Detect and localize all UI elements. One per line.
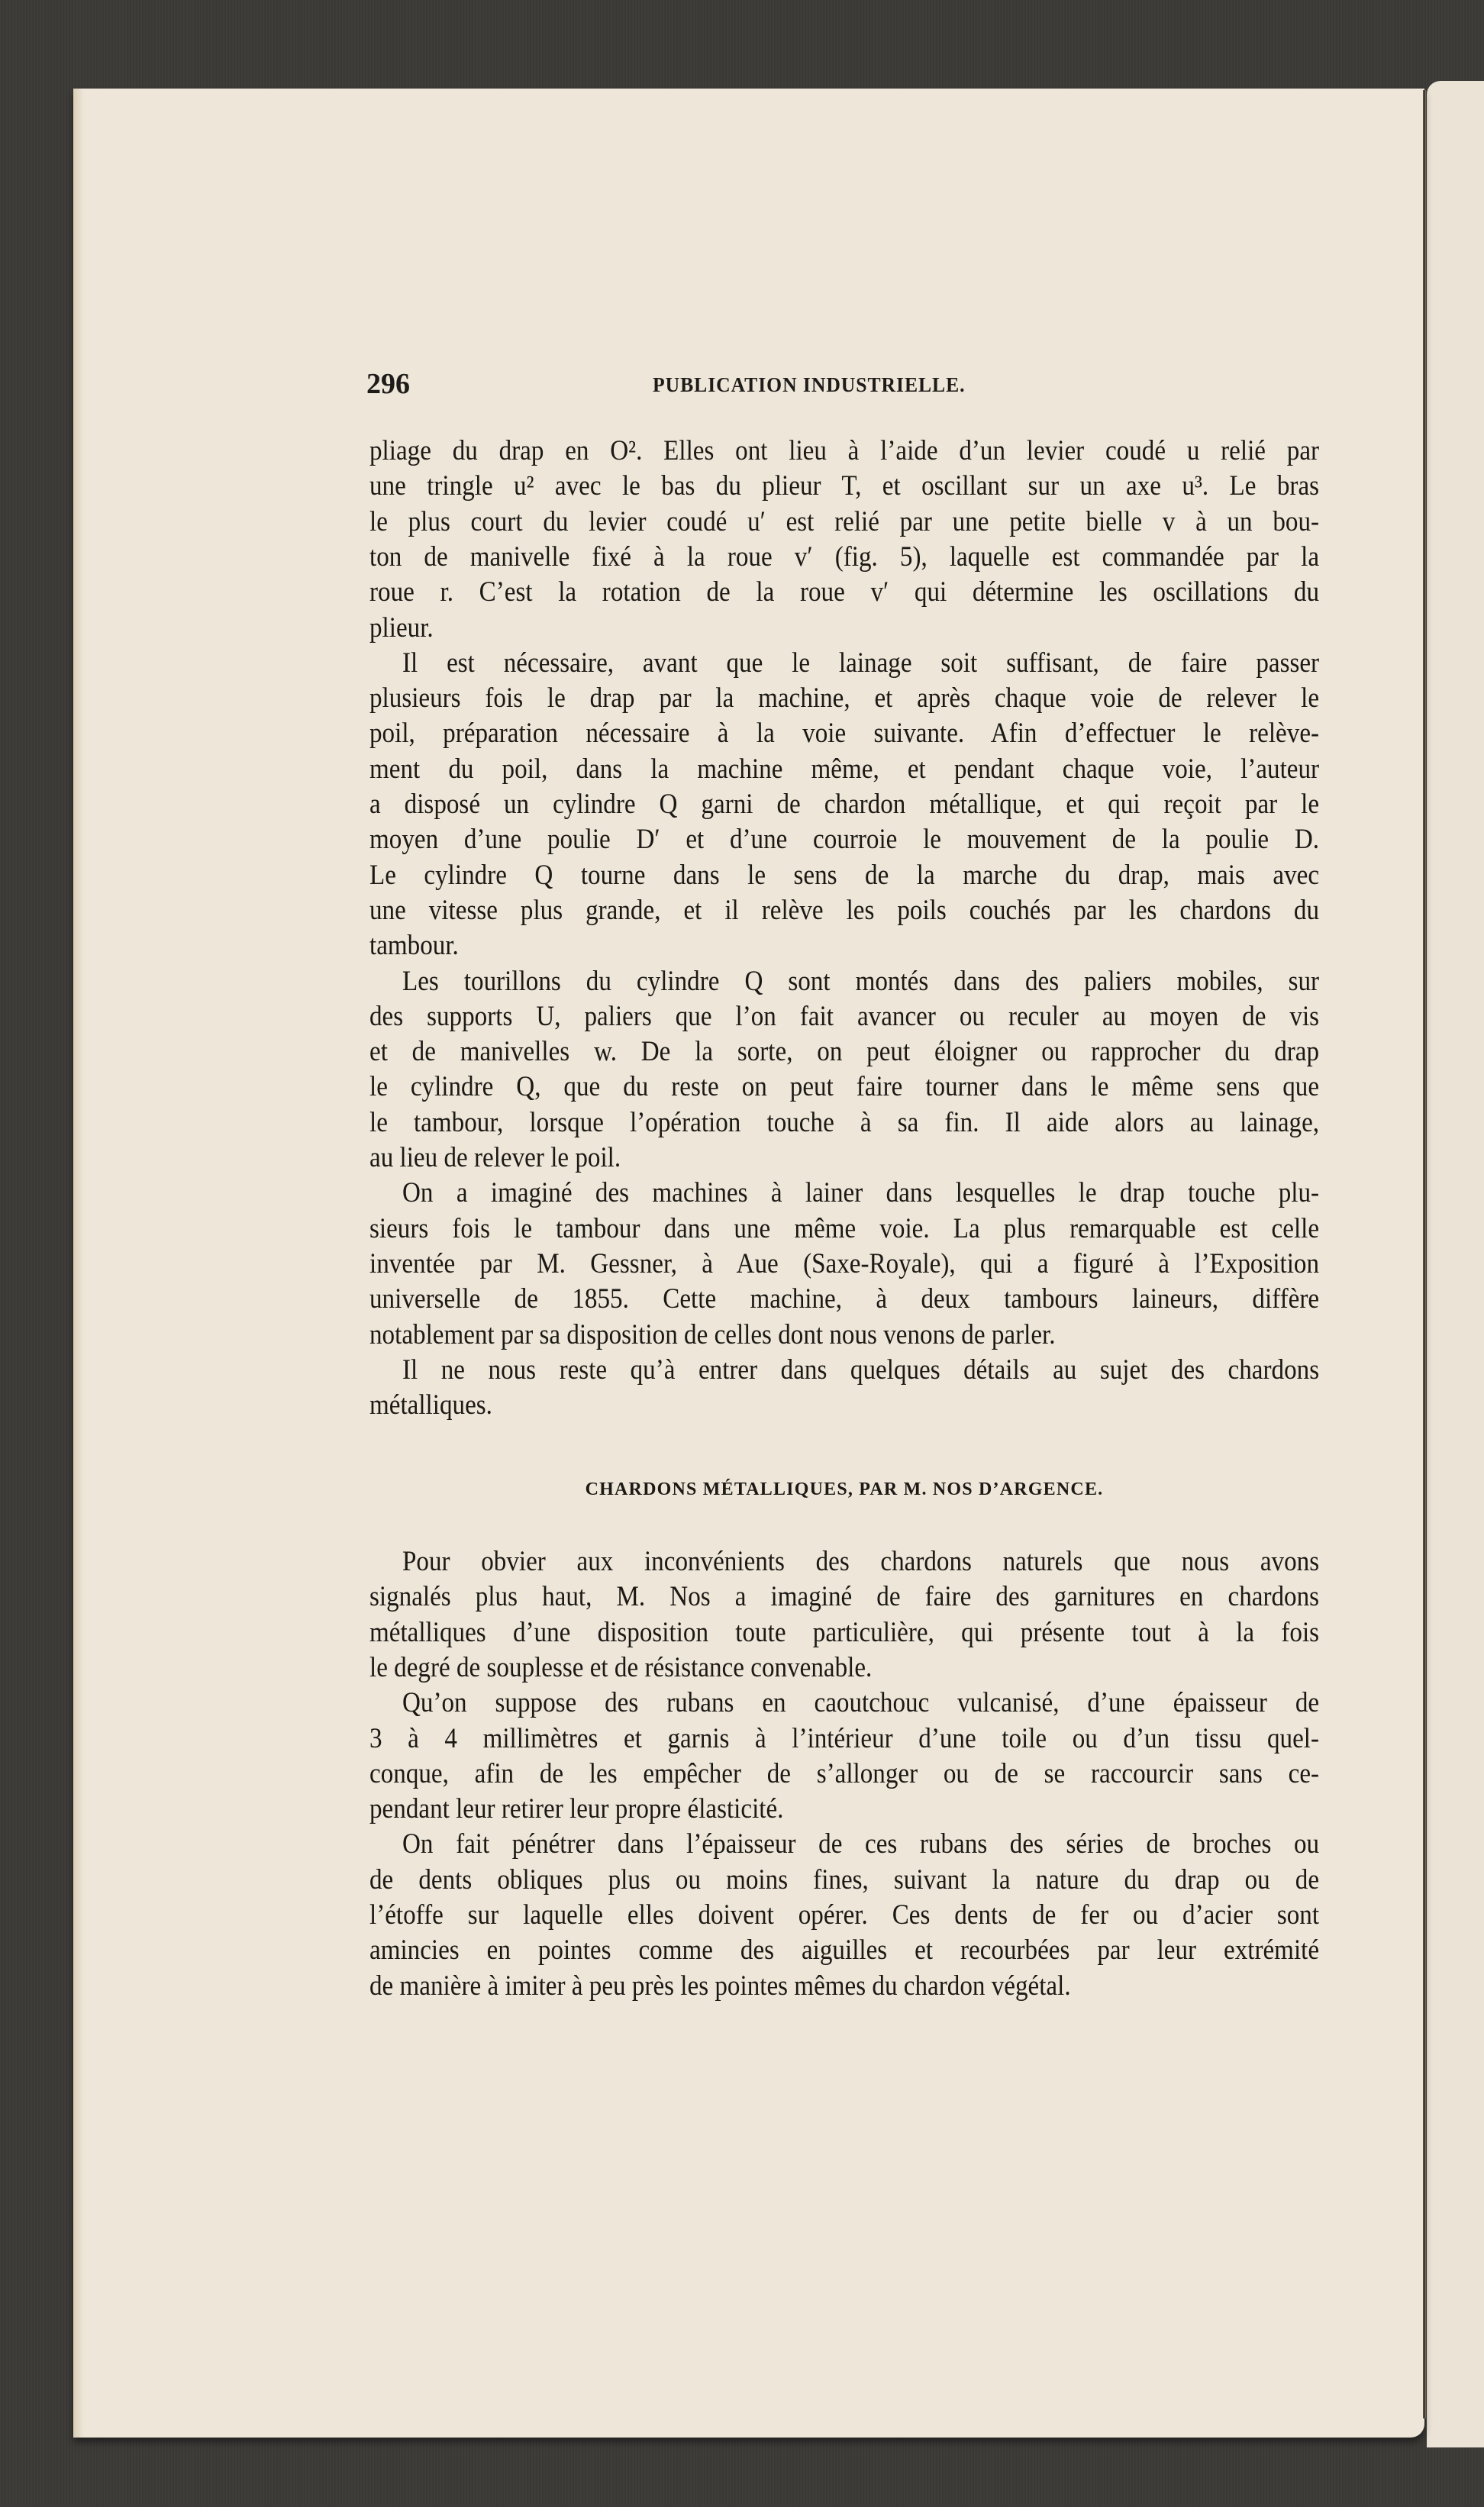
text-line-content: a disposé un cylindre Q garni de chardon métallique, et qui reçoit par le [369,789,1320,820]
text-line [369,1388,1319,1423]
text-line-content: 3 à 4 millimètres et garnis à l’intérieur d’une toile ou d’un tissu quel- [369,1722,1320,1754]
text-line [369,1615,1319,1650]
text-line-content: signalés plus haut, M. Nos a imaginé de faire des garnitures en chardons [369,1581,1320,1613]
text-line-content: moyen d’une poulie D′ et d’une courroie le mouvement de la poulie D. [369,824,1320,856]
text-line [369,1579,1319,1615]
text-line-content: le cylindre Q, que du reste on peut faire tourner dans le même sens que [369,1071,1320,1103]
text-line [369,1721,1319,1757]
text-line-content: des supports U, paliers que l’on fait avancer ou reculer au moyen de vis [369,1000,1320,1032]
text-line [369,1070,1319,1105]
text-line-content: pendant leur retirer leur propre élasticité. [369,1793,784,1825]
text-line [369,999,1319,1034]
text-line [369,1792,1319,1827]
text-line [369,822,1319,857]
text-line [369,1969,1319,2004]
text-line [369,893,1319,928]
text-line [369,1247,1319,1282]
text-line [369,716,1319,751]
facing-page-edge [1427,81,1484,2447]
text-line [402,964,1319,999]
text-line-content: roue r. C’est la rotation de la roue v′ qui détermine les oscillations du [369,576,1320,608]
text-line-content: plusieurs fois le drap par la machine, et après chaque voie de relever le [369,682,1320,715]
text-line-content: ton de manivelle fixé à la roue v′ (fig. 5), laquelle est commandée par la [369,540,1320,573]
text-line [369,1933,1319,1968]
book-gutter [1423,90,1426,2418]
text-line-content: l’étoffe sur laquelle elles doivent opérer. Ces dents de fer ou d’acier sont [369,1899,1320,1931]
text-line-content: notablement par sa disposition de celles dont nous venons de parler. [369,1318,1056,1350]
text-line-content: universelle de 1855. Cette machine, à deux tambours laineurs, diffère [369,1283,1320,1315]
text-line [369,787,1319,822]
text-line-content: plieur. [369,611,434,644]
text-line-content: le degré de souplesse et de résistance convenable. [369,1651,873,1683]
text-line [369,1757,1319,1792]
text-line-content: et de manivelles w. De la sorte, on peut éloigner ou rapprocher du drap [369,1036,1320,1068]
text-line [369,1212,1319,1247]
text-line-content: une tringle u² avec le bas du plieur T, et oscillant sur un axe u³. Le bras [369,470,1320,502]
text-line-content: tambour. [369,930,459,962]
text-line [369,1034,1319,1070]
text-line [369,1282,1319,1317]
text-line-content: Les tourillons du cylindre Q sont montés dans des paliers mobiles, sur [402,965,1320,997]
text-line-content: amincies en pointes comme des aiguilles et recourbées par leur extrémité [369,1934,1320,1967]
text-line [369,469,1319,504]
text-line [369,505,1319,540]
text-line-content: conque, afin de les empêcher de s’allonger ou de se raccourcir sans ce- [369,1757,1320,1789]
text-line-content: au lieu de relever le poil. [369,1142,621,1173]
text-line [369,928,1319,963]
text-line-content: On a imaginé des machines à lainer dans lesquelles le drap touche plu- [402,1177,1320,1209]
text-line-content: ment du poil, dans la machine même, et pendant chaque voie, l’auteur [369,753,1320,785]
text-line [369,1318,1319,1353]
text-line [402,1353,1319,1388]
text-line [402,1544,1319,1579]
text-line-content: une vitesse plus grande, et il relève les poils couchés par les chardons du [369,894,1320,926]
text-line [402,1686,1319,1721]
text-line-content: métalliques. [369,1389,492,1421]
page-stack-edge [73,89,84,2438]
text-line-content: pliage du drap en O². Elles ont lieu à l’aide d’un levier coudé u relié par [369,435,1320,466]
text-line [402,1827,1319,1862]
text-line-content: inventée par M. Gessner, à Aue (Saxe-Royale), qui a figuré à l’Exposition [369,1247,1320,1279]
text-line [369,575,1319,610]
text-line [369,1650,1319,1686]
text-line-content: Il est nécessaire, avant que le lainage soit suffisant, de faire passer [402,647,1320,679]
text-line [369,611,1319,646]
text-line [369,434,1319,469]
text-line [369,681,1319,716]
text-line-content: de manière à imiter à peu près les pointes mêmes du chardon végétal. [369,1970,1071,2002]
text-line-content: métalliques d’une disposition toute particulière, qui présente tout à la fois [369,1616,1320,1648]
text-line [369,752,1319,787]
running-head [359,365,1321,403]
text-line-content: Pour obvier aux inconvénients des chardons naturels que nous avons [402,1546,1320,1577]
text-line [369,540,1319,575]
text-line [369,1898,1319,1933]
text-line-content: le tambour, lorsque l’opération touche à sa fin. Il aide alors au lainage, [369,1106,1320,1138]
text-line [369,1141,1319,1176]
text-line-content: le plus court du levier coudé u′ est relié par une petite bielle v à un bou- [369,505,1320,537]
text-line-content: On fait pénétrer dans l’épaisseur de ces rubans des séries de broches ou [402,1828,1320,1860]
text-line-content: Il ne nous reste qu’à entrer dans quelques détails au sujet des chardons [402,1354,1320,1386]
text-line [369,858,1319,893]
text-line-content: sieurs fois le tambour dans une même voie. La plus remarquable est celle [369,1212,1320,1244]
text-line-content: de dents obliques plus ou moins fines, suivant la nature du drap ou de [369,1863,1320,1896]
text-line [369,1863,1319,1898]
text-line [369,1105,1319,1141]
text-line [402,1176,1319,1211]
page-number: 296 [366,368,410,400]
text-line-content: Le cylindre Q tourne dans le sens de la marche du drap, mais avec [369,859,1320,891]
section-title: CHARDONS MÉTALLIQUES, PAR M. NOS D’ARGENCE. [585,1479,1104,1499]
running-head-title: PUBLICATION INDUSTRIELLE. [653,373,966,396]
text-line-content: poil, préparation nécessaire à la voie suivante. Afin d’effectuer le relève- [369,718,1320,750]
text-line [402,646,1319,681]
text-line-content: Qu’on suppose des rubans en caoutchouc vulcanisé, d’une épaisseur de [402,1687,1320,1719]
